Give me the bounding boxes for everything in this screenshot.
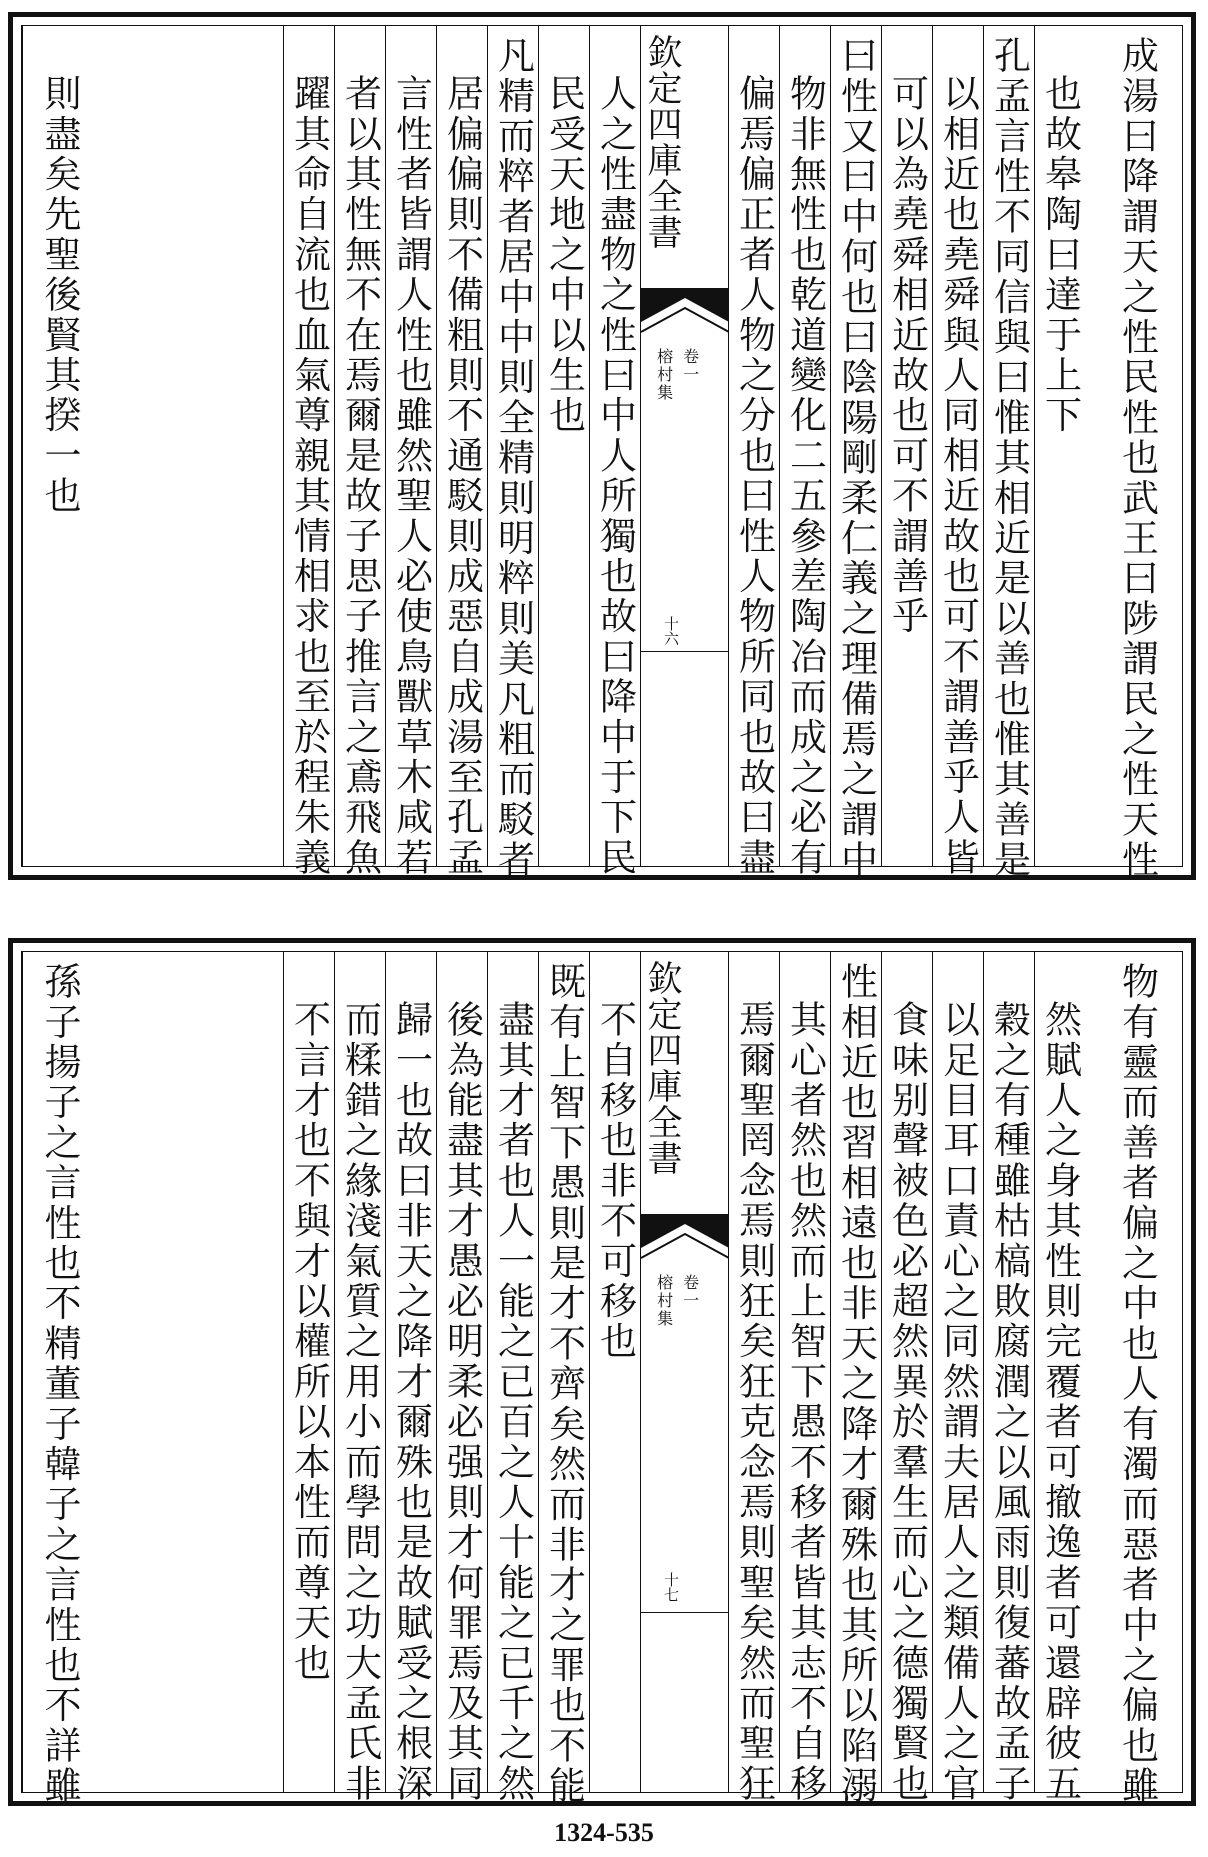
bottom-col-2: [1034, 952, 1085, 1804]
column-text: 物非無性也乾道變化二五參差陶冶而成之必有: [783, 74, 827, 878]
column-text: 居偏偏則不備粗則不通駁則成惡自成湯至孔孟: [440, 74, 484, 878]
bottom-banxin: [640, 952, 729, 1792]
bottom-col-16: [22, 952, 283, 1807]
top-col-5: [881, 26, 932, 866]
top-col-14: [334, 26, 385, 878]
bottom-col-12: [436, 952, 487, 1804]
page-number: 1324-535: [554, 1818, 654, 1847]
column-text: 凡精而粹者居中中則全精則明粹則美凡粗而駁者: [491, 36, 535, 881]
column-text: 孔孟言性不同信與曰惟其相近是以善也惟其善是: [987, 36, 1031, 881]
bottom-col-9: [589, 952, 640, 1792]
column-text: 食味别聲被色必超然異於羣生而心之德獨賢也: [885, 1000, 929, 1804]
column-text: 成湯曰降謂天之性民性也武王曰陟謂民之性天性: [1115, 36, 1159, 881]
fish-tail-icon: [641, 1214, 729, 1274]
top-col-13: [385, 26, 436, 878]
bottom-col-14: [334, 952, 385, 1804]
column-text: 者以其性無不在焉爾是故子思子推言之鳶飛魚: [338, 74, 382, 878]
banxin-folio: 十七: [662, 1572, 680, 1602]
top-page-frame: [21, 25, 1183, 881]
top-col-10: [538, 26, 589, 866]
top-col-6: [830, 26, 881, 881]
banxin-juan: 卷一: [680, 348, 700, 384]
banxin-collection: 榕村集: [654, 348, 674, 402]
top-col-4: [932, 26, 983, 878]
column-text: 以足目耳口責心之同然謂夫居人之類備人之官: [936, 1000, 980, 1804]
column-text: 偏焉偏正者人物之分也曰性人物所同也故曰盡: [732, 74, 776, 878]
bottom-col-4: [932, 952, 983, 1804]
bottom-page: [8, 938, 1196, 1806]
top-col-1: [1085, 26, 1189, 881]
fish-tail-icon: [641, 288, 729, 348]
column-text: 後為能盡其才愚必明柔必强則才何罪焉及其同: [440, 1000, 484, 1804]
top-col-7: [779, 26, 830, 878]
bottom-col-1: [1085, 952, 1189, 1807]
column-text: 以相近也堯舜與人同相近故也可不謂善乎人皆: [936, 74, 980, 878]
column-text: 曰性又曰中何也曰陰陽剛柔仁義之理備焉之謂中: [834, 36, 878, 881]
column-text: 民受天地之中以生也: [542, 74, 586, 436]
column-text: 物有靈而善者偏之中也人有濁而惡者中之偏也雖: [1115, 962, 1159, 1807]
column-text: 既有上智下愚則是才不齊矣然而非才之罪也不能: [542, 962, 586, 1807]
bottom-col-10: [538, 952, 589, 1807]
column-text: 躍其命自流也血氣尊親其情相求也至於程朱義: [287, 74, 331, 878]
top-col-3: [983, 26, 1034, 881]
column-text: 則盡矣先聖後賢其揆一也: [38, 74, 81, 517]
column-text: 然賦人之身其性則完覆者可撤逸者可還辟彼五: [1038, 1000, 1082, 1804]
bottom-col-11: [487, 952, 538, 1804]
column-text: 歸一也故曰非天之降才爾殊也是故賦受之根深: [389, 1000, 433, 1804]
bottom-col-13: [385, 952, 436, 1804]
banxin-juan: 卷一: [680, 1274, 700, 1310]
top-col-2: [1034, 26, 1085, 866]
top-col-11: [487, 26, 538, 881]
column-text: 穀之有種雖枯槁敗腐潤之以風雨則復蕃故孟子: [987, 1000, 1031, 1804]
column-text: 不自移也非不可移也: [593, 1000, 637, 1362]
column-text: 其心者然也然而上智下愚不移者皆其志不自移: [783, 1000, 827, 1804]
column-text: 人之性盡物之性曰中人所獨也故曰降中于下民: [593, 74, 637, 878]
top-page: [8, 12, 1196, 880]
column-text: 焉爾聖罔念焉則狂矣狂克念焉則聖矣然而聖狂: [732, 1000, 776, 1804]
bottom-col-7: [779, 952, 830, 1804]
column-text: 也故皋陶曰達于上下: [1038, 74, 1082, 436]
column-text: 而糅錯之緣淺氣質之用小而學問之功大孟氏非: [338, 1000, 382, 1804]
banxin-title: 欽定四庫全書: [642, 34, 682, 250]
bottom-col-15: [283, 952, 334, 1792]
column-text: 孫子揚子之言性也不精董子韓子之言性也不詳雖: [38, 962, 81, 1807]
column-text: 可以為堯舜相近故也可不謂善乎: [885, 74, 929, 637]
column-text: 不言才也不與才以權所以本性而尊天也: [287, 1000, 331, 1684]
bottom-page-frame: [21, 951, 1183, 1807]
banxin-bottom-line: [641, 1612, 729, 1613]
column-text: 言性者皆謂人性也雖然聖人必使鳥獸草木咸若: [389, 74, 433, 878]
banxin-title: 欽定四庫全書: [642, 960, 682, 1176]
banxin-folio: 十六: [662, 616, 680, 646]
bottom-col-6: [830, 952, 881, 1807]
top-col-8: [728, 26, 779, 878]
banxin-bottom-line: [641, 651, 729, 652]
top-banxin: [640, 26, 729, 866]
bottom-col-8: [728, 952, 779, 1804]
column-text: 盡其才者也人一能之已百之人十能之已千之然: [491, 1000, 535, 1804]
top-col-9: [589, 26, 640, 878]
bottom-col-3: [983, 952, 1034, 1804]
bottom-col-5: [881, 952, 932, 1804]
top-col-12: [436, 26, 487, 878]
top-col-15: [283, 26, 334, 878]
top-col-16: [22, 26, 283, 866]
banxin-collection: 榕村集: [654, 1274, 674, 1328]
column-text: 性相近也習相遠也非天之降才爾殊也其所以陷溺: [834, 962, 878, 1807]
